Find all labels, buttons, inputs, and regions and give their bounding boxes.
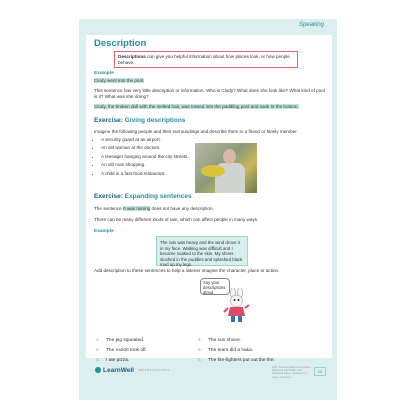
list-item: • A child in a fast-food restaurant.: [101, 170, 189, 178]
photo-person-head: [223, 149, 236, 164]
sentence-number: 6.: [198, 358, 203, 363]
sentence-4: [198, 338, 241, 343]
example-label-2: Example: [94, 229, 114, 234]
sentence-text: I ate pizza.: [106, 358, 130, 363]
example-commentary: This sentence has very little description or information. Who is Cindy? What does she look like? What kind of pool is it? What was she doing?: [94, 88, 325, 100]
sentence-number: 1.: [96, 338, 101, 343]
exercise-heading-1: [94, 117, 185, 124]
example-text-box: The rain was heavy and the wind drove it in my face. Walking was difficult and I became soaked to the skin. My shoes sloshed in the puddles and splashed black mud up my legs.: [156, 236, 248, 266]
exercise2-instruction: Add description to these sentences to help a listener imagine the character, place or action.: [94, 268, 280, 273]
page-title: Description: [94, 38, 147, 49]
example-label: Example: [94, 71, 114, 76]
exercise2-line2: There can be many different kinds of rain, which can affect people in many ways.: [94, 217, 259, 222]
list-item: • A security guard at an airport.: [101, 136, 189, 144]
exercise-prefix: Exercise:: [94, 193, 123, 200]
definition-term: Descriptions: [118, 54, 146, 59]
worksheet-page: [86, 35, 332, 363]
example-sentence-text: Cindy went into the pool.: [94, 78, 145, 83]
footer-isbn: ISBN 978-1-XXXXX-XXX-X: [138, 369, 170, 372]
line1-start: The sentence: [94, 206, 124, 211]
line1-highlight: It was raining: [123, 206, 151, 211]
sentence-number: 2.: [96, 348, 101, 353]
sentence-6: [198, 358, 275, 363]
footer-curriculum-note: ACF: Students listen and produce ideas and information with increased clarity, drawing on a range of sources: [272, 366, 311, 379]
list-item: • An old man shopping.: [101, 161, 189, 169]
example-improved: [94, 104, 326, 110]
header-strip: [86, 22, 332, 34]
definition-box: [114, 51, 298, 68]
bunny-mascot-icon: [223, 288, 251, 324]
exercise-prefix: Exercise:: [94, 117, 123, 124]
line1-end: does not have any description.: [150, 206, 214, 211]
definition-text: can give you helpful information about how places look, or how people behave.: [118, 54, 290, 65]
sentence-5: [198, 348, 253, 353]
section-label: Speaking: [298, 22, 324, 28]
sentence-text: The fire-fighters put out the fire.: [208, 358, 275, 363]
shopping-photo: [195, 143, 257, 193]
sentence-text: The pig squealed.: [106, 338, 145, 343]
exercise1-instruction: Imagine the following people and their surroundings and describe them to a friend or family member.: [94, 129, 298, 134]
sentence-text: The team did a haka.: [208, 348, 254, 353]
sentence-text: The sun shone.: [208, 338, 242, 343]
footer: [86, 366, 332, 378]
exercise-title: Giving descriptions: [122, 117, 186, 124]
list-item: • An old woman at the doctors.: [101, 144, 189, 152]
example-improved-text: Cindy, the broken doll with the melted hair, was tossed into the paddling pool and sank to the bottom.: [94, 104, 299, 109]
sentence-number: 3.: [96, 358, 101, 363]
sentence-number: 5.: [198, 348, 203, 353]
exercise-heading-2: [94, 193, 192, 200]
photo-bananas: [201, 165, 225, 177]
page-number: 12: [314, 367, 326, 376]
learnwell-logo: [95, 367, 134, 374]
sentence-number: 4.: [198, 338, 203, 343]
sentence-text: The rocket took off.: [106, 348, 147, 353]
logo-text: LearnWell: [103, 367, 134, 374]
list-item: • A teenager hanging around the city streets.: [101, 153, 189, 161]
sentence-1: [96, 338, 144, 343]
exercise-title: Expanding sentences: [122, 193, 192, 200]
sentence-3: [96, 358, 129, 363]
exercise2-line1: [94, 206, 330, 212]
sentence-2: [96, 348, 147, 353]
example-sentence: [94, 78, 144, 84]
logo-mark-icon: [95, 367, 101, 373]
speech-bubble: Say your descriptions aloud.: [200, 278, 230, 295]
